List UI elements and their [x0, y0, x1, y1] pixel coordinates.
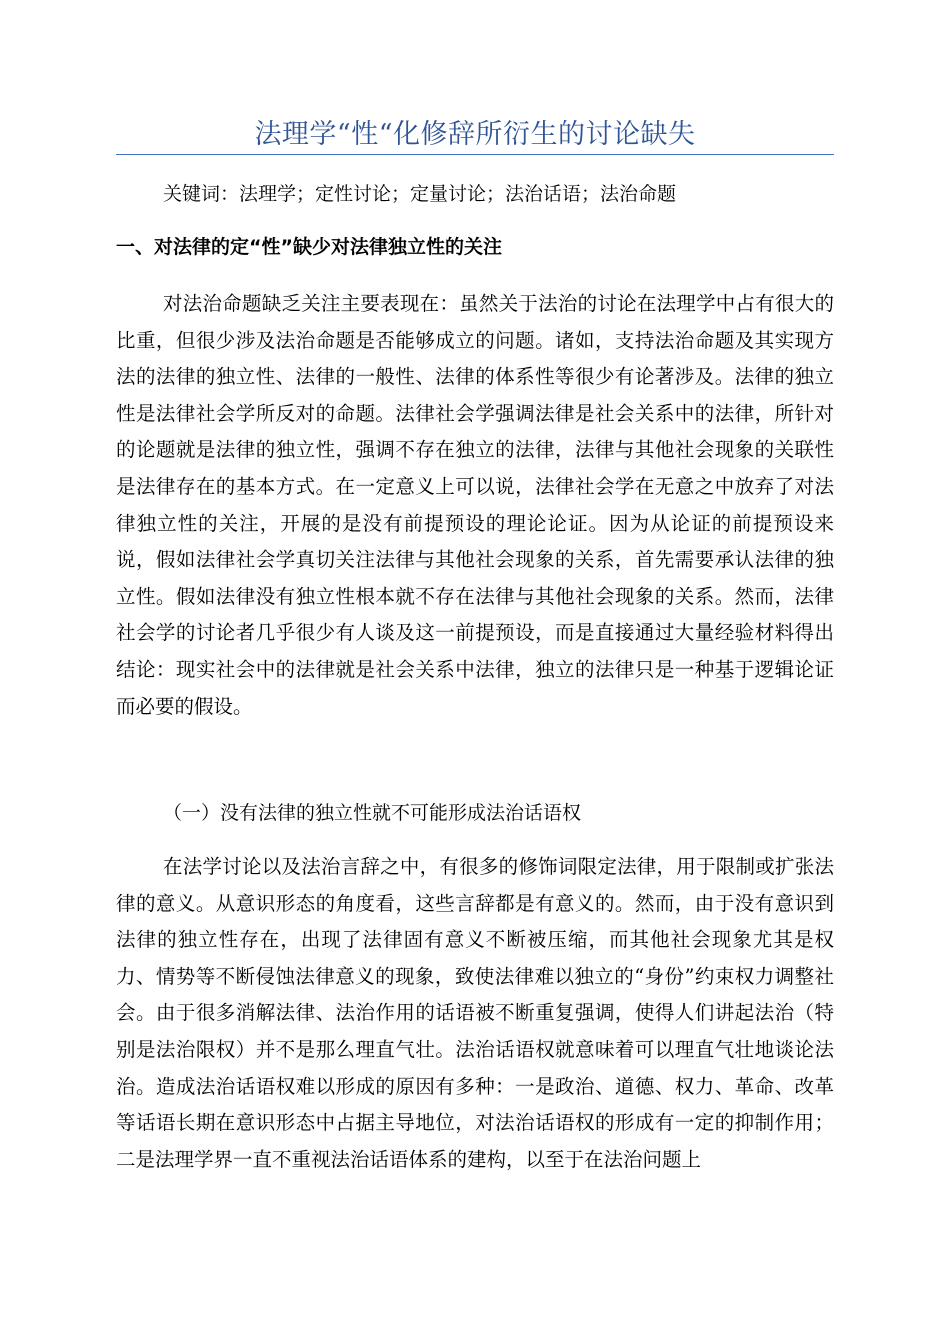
- body-paragraph: 对法治命题缺乏关注主要表现在：虽然关于法治的讨论在法理学中占有很大的比重，但很少涉及法治命题是否能够成立的问题。诸如，支持法治命题及其实现方法的法律的独立性、法律的一般性、法律的体系性等很少有论著涉及。法律的独立性是法律社会学所反对的命题。法律社会学强调法律是社会关系中的法律，所针对的论题就是法律的独立性，强调不存在独立的法律，法律与其他社会现象的关联性是法律存在的基本方式。在一定意义上可以说，法律社会学在无意之中放弃了对法律独立性的关注，开展的是没有前提预设的理论论证。因为从论证的前提预设来说，假如法律社会学真切关注法律与其他社会现象的关系，首先需要承认法律的独立性。假如法律没有独立性根本就不存在法律与其他社会现象的关系。然而，法律社会学的讨论者几乎很少有人谈及这一前提预设，而是直接通过大量经验材料得出结论：现实社会中的法律就是社会关系中法律，独立的法律只是一种基于逻辑论证而必要的假设。: [116, 292, 834, 718]
- body-paragraph: 在法学讨论以及法治言辞之中，有很多的修饰词限定法律，用于限制或扩张法律的意义。从意识形态的角度看，这些言辞都是有意义的。然而，由于没有意识到法律的独立性存在，出现了法律固有意义不断被压缩，而其他社会现象尤其是权力、情势等不断侵蚀法律意义的现象，致使法律难以独立的“身份”约束权力调整社会。由于很多消解法律、法治作用的话语被不断重复强调，使得人们讲起法治（特别是法治限权）并不是那么理直气壮。法治话语权就意味着可以理直气壮地谈论法治。造成法治话语权难以形成的原因有多种：一是政治、道德、权力、革命、改革等话语长期在意识形态中占据主导地位，对法治话语权的形成有一定的抑制作用；二是法理学界一直不重视法治话语体系的建构，以至于在法治问题上: [116, 855, 834, 1171]
- section-heading: 一、对法律的定“性”缺少对法律独立性的关注: [116, 236, 502, 258]
- title-underline: [116, 154, 834, 155]
- keywords-line: 关键词：法理学；定性讨论；定量讨论；法治话语；法治命题: [163, 183, 677, 205]
- document-title: 法理学“性“化修辞所衍生的讨论缺失: [254, 119, 696, 150]
- subsection-heading: （一）没有法律的独立性就不可能形成法治话语权: [163, 802, 582, 824]
